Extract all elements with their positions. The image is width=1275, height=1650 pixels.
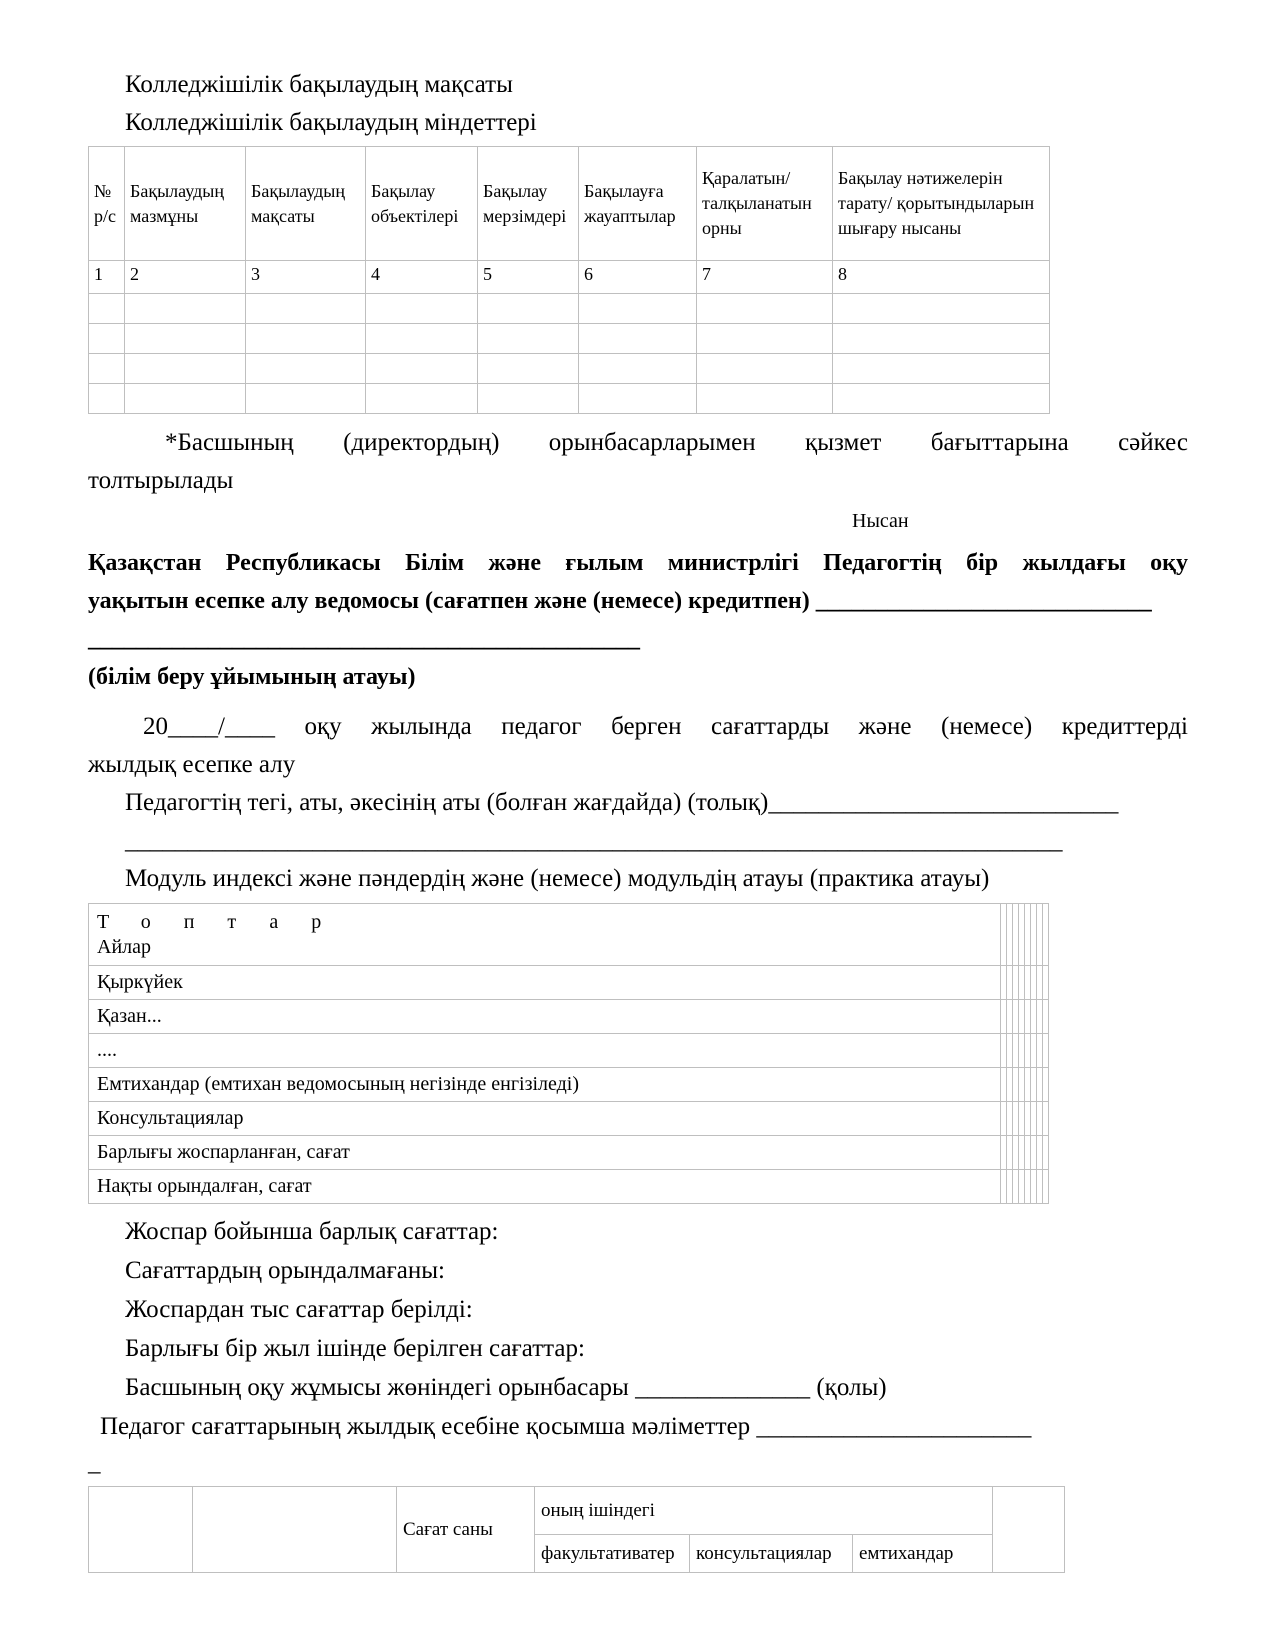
footnote (88, 424, 1188, 500)
year-paragraph-line-1: 20____/____ оқу жылында педагог берген сағаттарды және (немесе) кредиттерді (143, 713, 1188, 740)
control-header-cell: Бақылаудың мақсаты (246, 147, 366, 261)
group-row-label: Қыркүйек (89, 966, 1001, 1000)
group-row-label: Нақты орындалған, сағат (89, 1170, 1001, 1204)
control-empty-cell (125, 294, 246, 324)
control-header-cell: Бақылау мерзімдері (478, 147, 579, 261)
control-header-row (89, 147, 1050, 261)
subheader-electives: факультативатер (535, 1535, 690, 1573)
control-numbering-cell: 5 (478, 261, 579, 294)
control-empty-cell (246, 294, 366, 324)
control-numbering-cell: 2 (125, 261, 246, 294)
ministry-heading-underscore-line: ______________________________________________ (88, 626, 640, 652)
form-label: Нысан (852, 510, 909, 532)
groups-table-row (89, 1000, 1049, 1034)
control-empty-cell (125, 324, 246, 354)
control-header-cell: № р/с (89, 147, 125, 261)
months-label: Айлар (97, 935, 152, 958)
control-header-cell: Қаралатын/ талқыланатын орны (697, 147, 833, 261)
control-empty-cell (579, 294, 697, 324)
summary-block (88, 1212, 1188, 1446)
intro-line-2: Колледжішілік бақылаудың міндеттері (125, 109, 537, 136)
org-name-label: (білім беру ұйымының атауы) (88, 664, 416, 690)
grid-cell (1043, 1068, 1049, 1102)
control-table (88, 146, 1050, 414)
control-empty-cell (89, 294, 125, 324)
groups-table-row (89, 1102, 1049, 1136)
grid-cell (1043, 966, 1049, 1000)
control-empty-cell (89, 354, 125, 384)
grid-cell (1043, 1000, 1049, 1034)
group-row-label: Емтихандар (емтихан ведомосының негізінде енгізіледі) (89, 1068, 1001, 1102)
control-numbering-row (89, 261, 1050, 294)
control-empty-cell (366, 294, 478, 324)
control-empty-cell (478, 324, 579, 354)
hours-empty-cell-3 (993, 1487, 1065, 1573)
summary-line-unfulfilled-hours: Сағаттардың орындалмағаны: (125, 1257, 445, 1284)
group-row-label: Консультациялар (89, 1102, 1001, 1136)
grid-cell (1043, 1136, 1049, 1170)
control-numbering-cell: 3 (246, 261, 366, 294)
summary-line-extra-hours: Жоспардан тыс сағаттар берілді: (125, 1296, 473, 1323)
control-header-cell: Бақылауға жауаптылар (579, 147, 697, 261)
control-empty-cell (833, 324, 1050, 354)
control-empty-row (89, 384, 1050, 414)
grid-cell (1043, 1034, 1049, 1068)
group-row-label: Қазан... (89, 1000, 1001, 1034)
groups-table-row (89, 1034, 1049, 1068)
grid-cell (1043, 1102, 1049, 1136)
module-index-line: Модуль индексі және пәндердің және (немесе) модульдің атауы (практика атауы) (125, 865, 990, 892)
footnote-line-1: *Басшының (директордың) орынбасарларымен қызмет бағыттарына сәйкес (165, 429, 1188, 456)
groups-table-row (89, 966, 1049, 1000)
control-empty-cell (697, 324, 833, 354)
ministry-heading (88, 544, 1188, 696)
control-numbering-cell: 6 (579, 261, 697, 294)
control-empty-row (89, 354, 1050, 384)
control-empty-cell (366, 324, 478, 354)
groups-table-row (89, 1136, 1049, 1170)
control-numbering-cell: 7 (697, 261, 833, 294)
subheader-exams: емтихандар (853, 1535, 993, 1573)
control-table-body (89, 147, 1050, 414)
control-empty-cell (125, 384, 246, 414)
including-cell: оның ішіндегі (535, 1487, 993, 1535)
hours-table-row-1 (89, 1487, 1065, 1535)
control-header-cell: Бақылау нәтижелерін тарату/ қорытындыларын шығару нысаны (833, 147, 1050, 261)
groups-header-row (89, 904, 1049, 966)
control-empty-cell (579, 354, 697, 384)
continuation-underscore: _ (88, 1449, 101, 1476)
control-empty-row (89, 294, 1050, 324)
control-empty-cell (246, 384, 366, 414)
control-empty-cell (478, 294, 579, 324)
control-empty-cell (697, 354, 833, 384)
additional-info-line: Педагог сағаттарының жылдық есебіне қосымша мәліметтер ______________________ (100, 1413, 1032, 1440)
control-empty-cell (833, 384, 1050, 414)
control-header-cell: Бақылау объектілері (366, 147, 478, 261)
control-empty-cell (125, 354, 246, 384)
groups-table-row (89, 1068, 1049, 1102)
control-empty-cell (579, 324, 697, 354)
year-paragraph-line-2: жылдық есепке алу (88, 751, 296, 778)
summary-line-total-year-hours: Барлығы бір жыл ішінде берілген сағаттар: (125, 1335, 585, 1362)
control-header-cell: Бақылаудың мазмұны (125, 147, 246, 261)
control-empty-row (89, 324, 1050, 354)
control-empty-cell (478, 384, 579, 414)
control-empty-cell (478, 354, 579, 384)
groups-months-cell (89, 904, 1001, 966)
ministry-heading-line-2: уақытын есепке алу ведомосы (сағатпен және (немесе) кредитпен) ____________________________ (88, 588, 1152, 614)
control-empty-cell (833, 294, 1050, 324)
group-row-label: .... (89, 1034, 1001, 1068)
control-empty-cell (246, 324, 366, 354)
control-empty-cell (697, 294, 833, 324)
ministry-heading-line-1: Қазақстан Республикасы Білім және ғылым министрлігі Педагогтің бір жылдағы оқу (88, 550, 1188, 576)
control-empty-cell (833, 354, 1050, 384)
hours-table (88, 1486, 1065, 1573)
control-numbering-cell: 4 (366, 261, 478, 294)
hours-empty-cell-1 (89, 1487, 193, 1573)
control-empty-cell (89, 384, 125, 414)
control-empty-cell (89, 324, 125, 354)
hours-count-cell: Сағат саны (397, 1487, 535, 1573)
footnote-line-2: толтырылады (88, 467, 234, 494)
control-empty-cell (366, 354, 478, 384)
groups-table (88, 903, 1049, 1204)
hours-empty-cell-2 (193, 1487, 397, 1573)
groups-table-row (89, 1170, 1049, 1204)
group-row-label: Барлығы жоспарланған, сағат (89, 1136, 1001, 1170)
subheader-consultations: консультациялар (690, 1535, 853, 1573)
control-empty-cell (366, 384, 478, 414)
blank-underscore-line: ___________________________________________________________________________ (125, 827, 1063, 854)
control-numbering-cell: 1 (89, 261, 125, 294)
grid-cell (1043, 1170, 1049, 1204)
year-accounting-paragraph (88, 708, 1188, 784)
control-empty-cell (579, 384, 697, 414)
deputy-signature-line: Басшының оқу жұмысы жөніндегі орынбасары ______________ (қолы) (125, 1374, 887, 1401)
summary-line-planned-hours: Жоспар бойынша барлық сағаттар: (125, 1218, 499, 1245)
intro-line-1: Колледжішілік бақылаудың мақсаты (125, 71, 513, 98)
groups-label: Топтар (97, 910, 355, 933)
groups-table-body (89, 904, 1049, 1204)
teacher-name-line: Педагогтің тегі, аты, әкесінің аты (болған жағдайда) (толық)____________________________ (125, 789, 1119, 816)
control-empty-cell (697, 384, 833, 414)
grid-cell (1043, 904, 1049, 966)
control-numbering-cell: 8 (833, 261, 1050, 294)
control-empty-cell (246, 354, 366, 384)
